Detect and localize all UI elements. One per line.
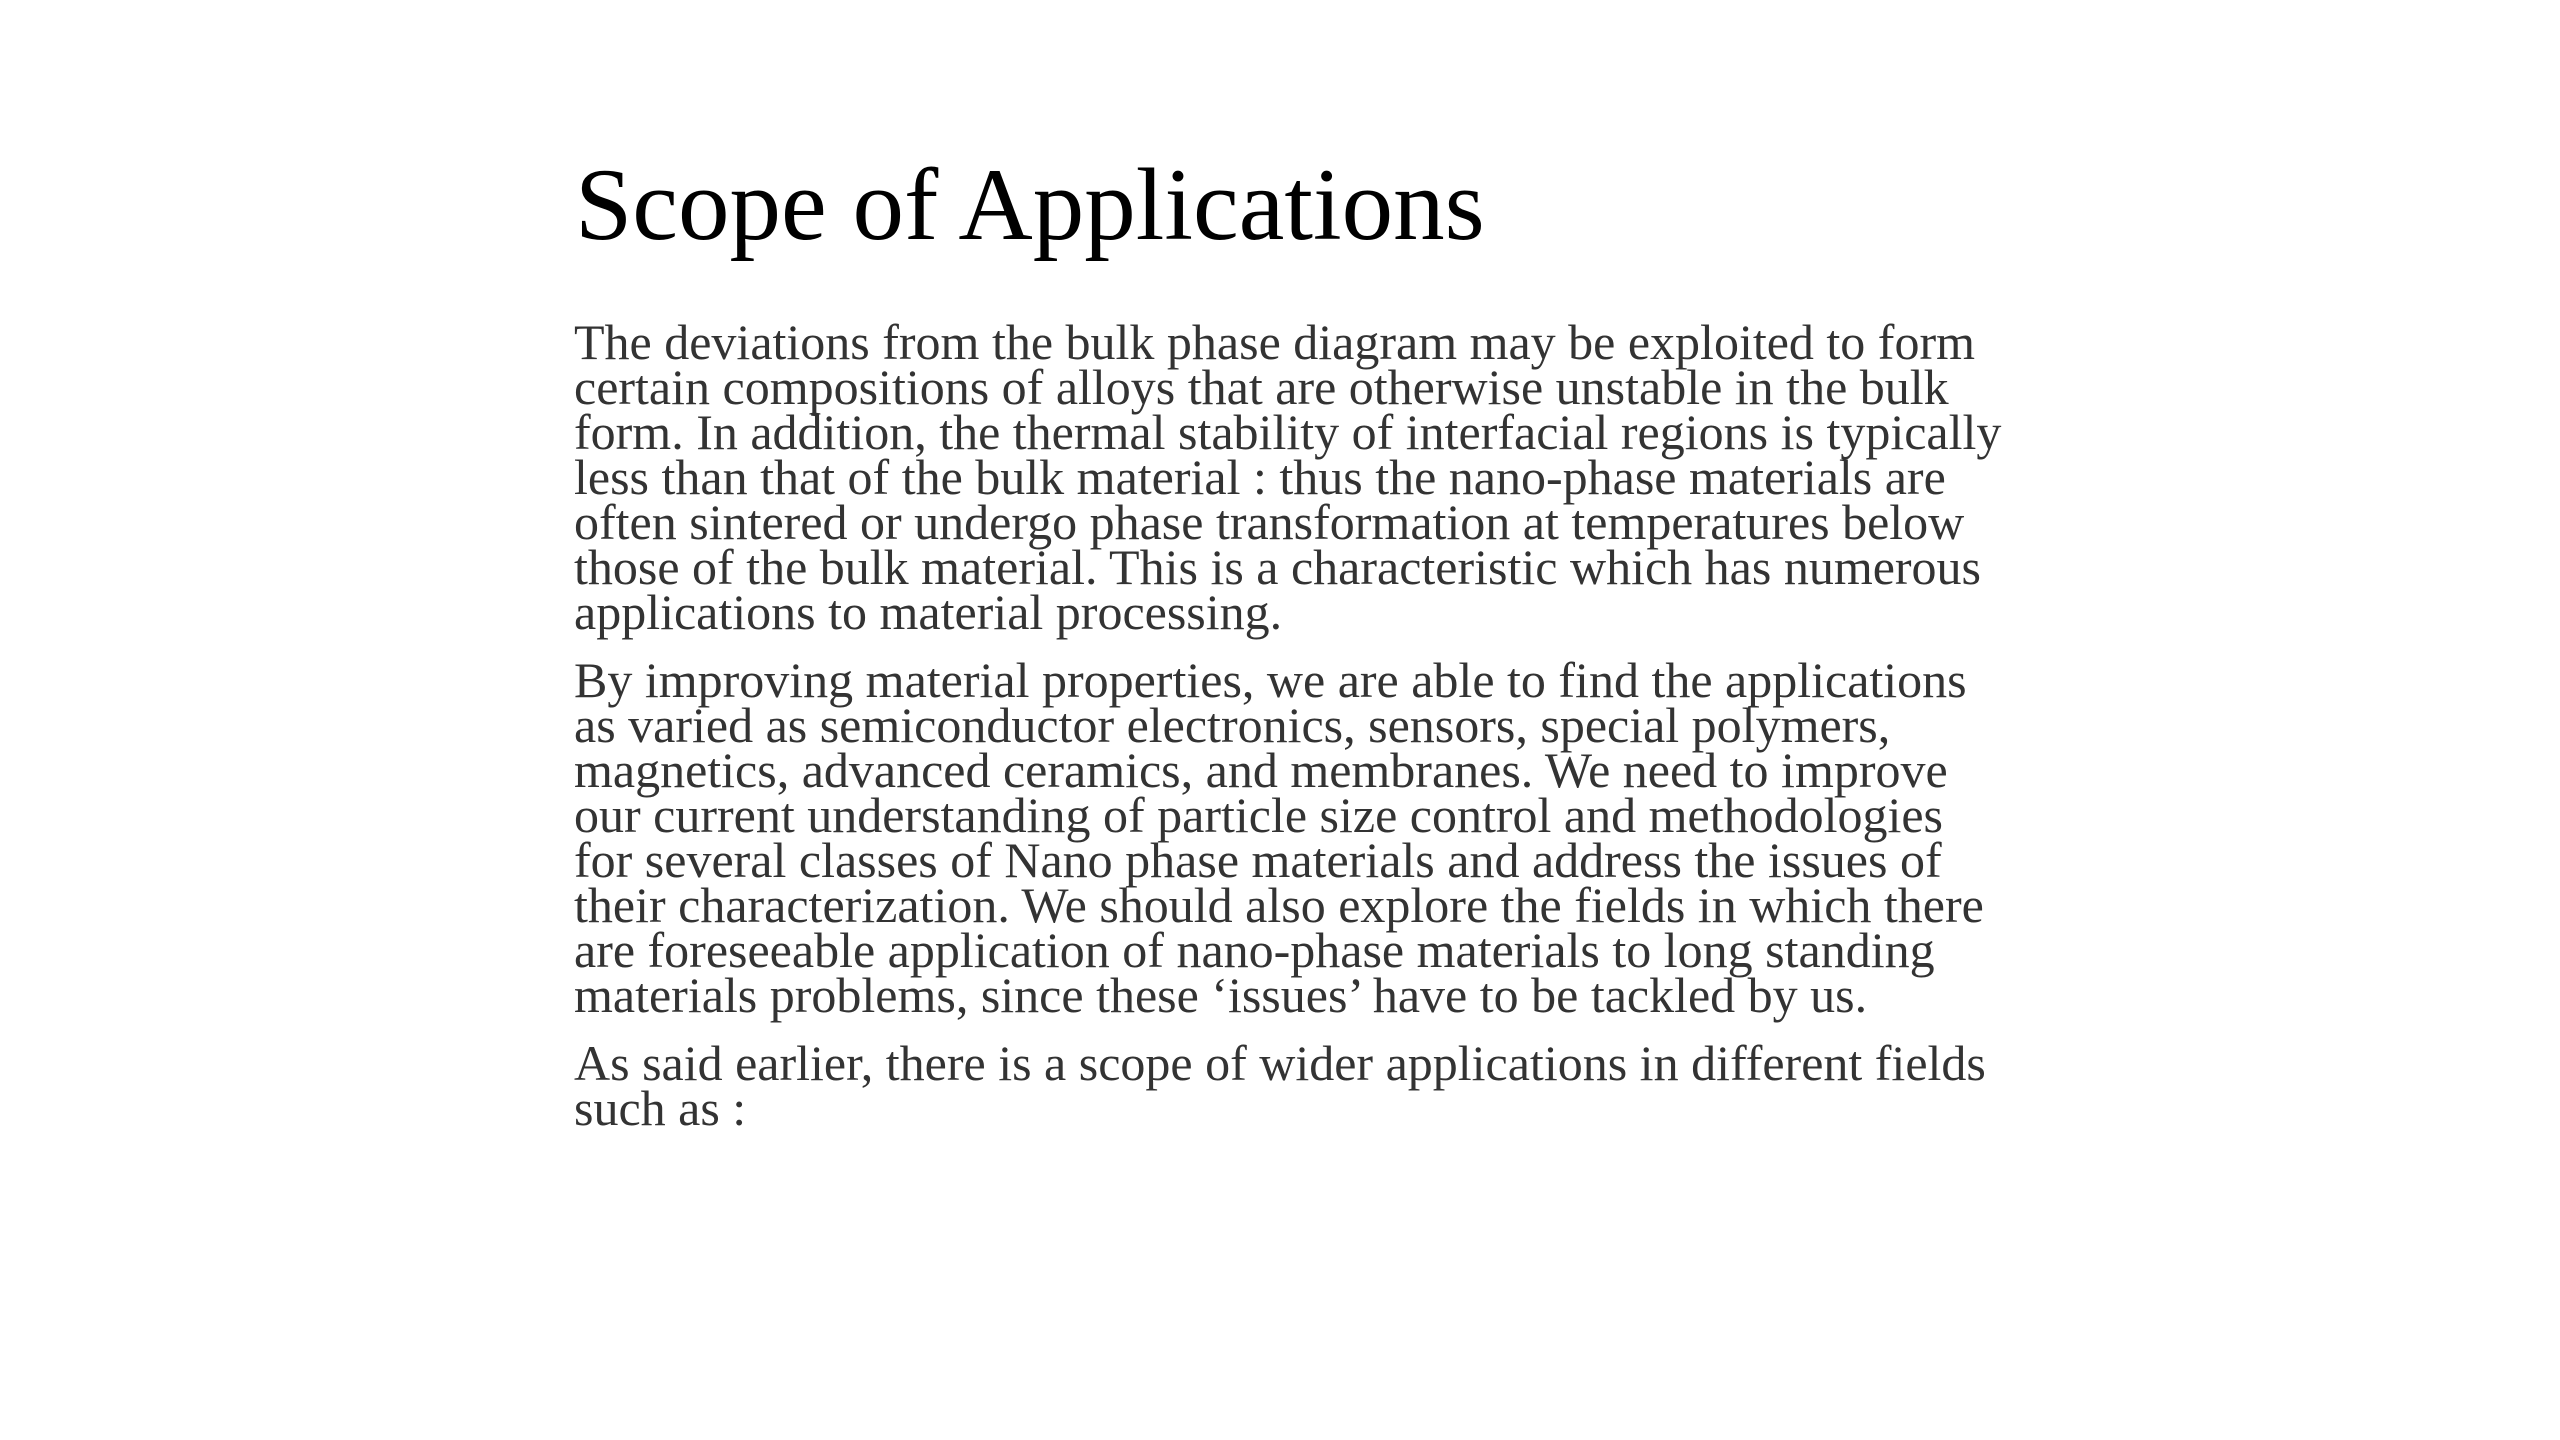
paragraph-line: certain compositions of alloys that are otherwise unstable in the bulk — [574, 359, 1949, 415]
paragraph-line: their characterization. We should also explore the fields in which there — [574, 877, 1984, 933]
paragraph-line: often sintered or undergo phase transformation at temperatures below — [574, 494, 1965, 550]
paragraph-line: form. In addition, the thermal stability of interfacial regions is typically — [574, 404, 2002, 460]
paragraph-line: applications to material processing. — [574, 584, 1283, 640]
paragraph-line: materials problems, since these ‘issues’ have to be tackled by us. — [574, 967, 1868, 1023]
paragraph-line: our current understanding of particle size control and methodologies — [574, 787, 1944, 843]
paragraph-line: As said earlier, there is a scope of wider applications in different fields — [574, 1035, 1986, 1091]
paragraph-line: less than that of the bulk material : thus the nano-phase materials are — [574, 449, 1946, 505]
paragraph-line: The deviations from the bulk phase diagram may be exploited to form — [574, 314, 1976, 370]
paragraph-line: for several classes of Nano phase materials and address the issues of — [574, 832, 1942, 888]
paragraph-line: magnetics, advanced ceramics, and membranes. We need to improve — [574, 742, 1948, 798]
paragraph-line: By improving material properties, we are able to find the applications — [574, 652, 1967, 708]
paragraph-line: as varied as semiconductor electronics, sensors, special polymers, — [574, 697, 1891, 753]
slide-body — [574, 314, 2134, 1154]
paragraph-2 — [574, 652, 2134, 1023]
paragraph-3 — [574, 1035, 2134, 1136]
paragraph-line: are foreseeable application of nano-phase materials to long standing — [574, 922, 1935, 978]
slide-title: Scope of Applications — [575, 148, 1485, 262]
paragraph-1 — [574, 314, 2134, 640]
paragraph-line: such as : — [574, 1080, 747, 1136]
paragraph-line: those of the bulk material. This is a characteristic which has numerous — [574, 539, 1982, 595]
